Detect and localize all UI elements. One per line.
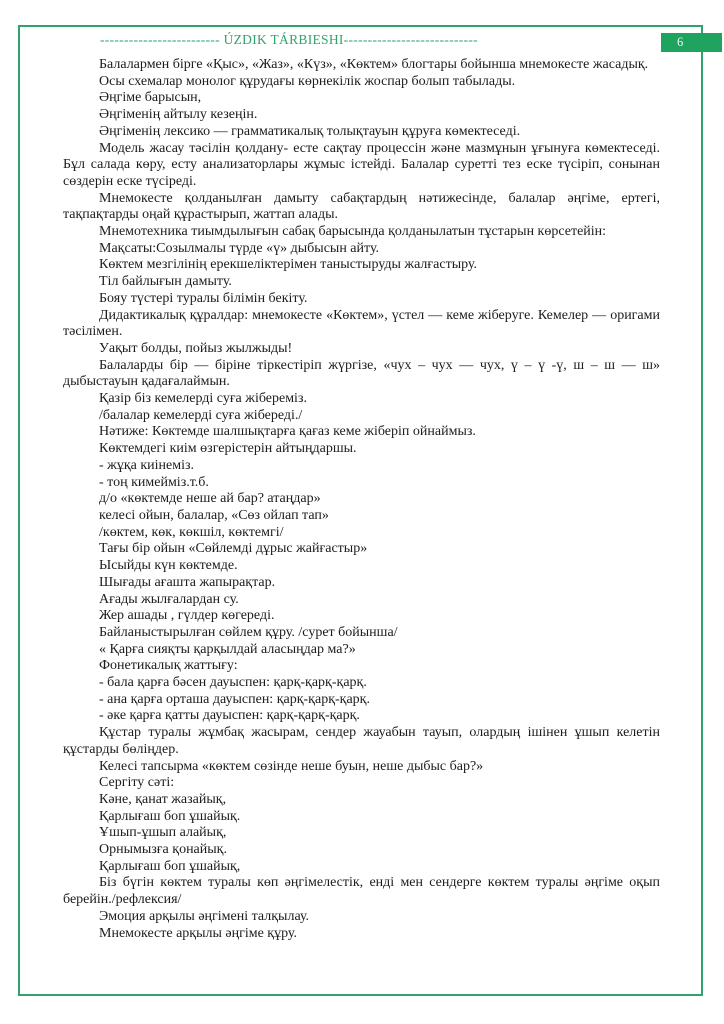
paragraph: Шығады ағашта жапырақтар. [99, 574, 276, 590]
paragraph: Біз бүгін көктем туралы көп әңгімелестік, енді мен сендерге көктем туралы әңгіме оқып берейін./рефлексия/ [63, 875, 660, 908]
paragraph: Әңгіменің лексико — грамматикалық толықтауын құруға көмектеседі. [99, 123, 521, 139]
paragraph: Байланыстырылған сөйлем құру. /сурет бойынша/ [99, 624, 398, 640]
paragraph: Дидактикалық құралдар: мнемокесте «Көктем», үстел — кеме жіберуге. Кемелер — оригами тәсілімен. [63, 307, 660, 340]
journal-title: ------------------------- ÚZDIK TÁRBIESHI---------------------------- [100, 32, 478, 47]
document-body [63, 57, 660, 942]
paragraph: Мнемокесте қолданылған дамыту сабақтардың нәтижесінде, балалар әңгіме, ертегі, тақпақтарды оңай құрастырып, жаттап алады. [63, 190, 660, 223]
paragraph: Балалармен бірге «Қыс», «Жаз», «Күз», «Көктем» блогтары бойынша мнемокесте жасадық. [99, 57, 649, 72]
paragraph: Қарлығаш боп ұшайық, [99, 858, 241, 874]
paragraph: Уақыт болды, пойыз жылжыды! [99, 340, 293, 356]
paragraph: Қарлығаш боп ұшайық. [99, 808, 241, 824]
paragraph: - бала қарға бәсен дауыспен: қарқ-қарқ-қарқ. [99, 675, 367, 691]
paragraph: Мнемотехника тиымдылығын сабақ барысында қолданылатын тұстарын көрсетейін: [99, 224, 607, 240]
paragraph: келесі ойын, балалар, «Сөз ойлап тап» [99, 507, 329, 523]
paragraph: Модель жасау тәсілін қолдану- есте сақтау процессін және мазмұнын ұғынуға көмектеседі. Бұл салада көру, есту анализаторлары жұмыс істейді. Балалар суретті тез еске түсіріп, сонынан сөздерін еске түсіреді. [63, 140, 660, 189]
paragraph: - тоң кимейміз.т.б. [99, 474, 209, 490]
paragraph: Көктемдегі киім өзгерістерін айтыңдаршы. [99, 441, 357, 457]
journal-header [100, 32, 500, 48]
paragraph: Тағы бір ойын «Сөйлемді дұрыс жайғастыр» [99, 541, 368, 557]
paragraph: Келесі тапсырма «көктем сөзінде неше буын, неше дыбыс бар?» [99, 758, 484, 774]
paragraph: Эмоция арқылы әңгімені талқылау. [99, 908, 310, 924]
paragraph: Ұшып-ұшып алайық, [99, 825, 227, 841]
paragraph: Мақсаты:Созылмалы түрде «ү» дыбысын айту. [99, 240, 380, 256]
paragraph: - әке қарға қатты дауыспен: қарқ-қарқ-қарқ. [99, 708, 360, 724]
paragraph: Көктем мезгілінің ерекшеліктерімен таныстыруды жалғастыру. [99, 257, 478, 273]
paragraph: - жұқа киінеміз. [99, 457, 195, 473]
paragraph: Сергіту сәті: [99, 775, 175, 791]
paragraph: Ағады жылғалардан су. [99, 591, 239, 607]
paragraph: Жер ашады , гүлдер көгереді. [99, 608, 275, 624]
paragraph: д/о «көктемде неше ай бар? атаңдар» [99, 491, 321, 507]
paragraph: Бояу түстері туралы білімін бекіту. [99, 290, 308, 306]
paragraph: Әңгіменің айтылу кезеңін. [99, 107, 258, 123]
paragraph: /балалар кемелерді суға жібереді./ [99, 407, 303, 423]
paragraph: Мнемокесте арқылы әңгіме құру. [99, 925, 298, 941]
paragraph: Кәне, қанат жазайық, [99, 791, 227, 807]
page-number-badge [661, 33, 722, 52]
paragraph: Балаларды бір — біріне тіркестіріп жүргізе, «чух – чух — чух, ү – ү -ү, ш – ш — ш» дыбыстауын қадағалаймын. [63, 357, 660, 390]
paragraph: /көктем, көк, көкшіл, көктемгі/ [99, 524, 284, 540]
paragraph: Осы схемалар монолог құрудағы көрнекілік жоспар болып табылады. [99, 73, 516, 89]
paragraph: Фонетикалық жаттығу: [99, 658, 238, 674]
paragraph: Тіл байлығын дамыту. [99, 274, 232, 290]
paragraph: Ысыйды күн көктемде. [99, 558, 238, 574]
paragraph: Құстар туралы жұмбақ жасырам, сендер жауабын тауып, олардың ішінен ұшып келетін құстарды бөліңдер. [63, 725, 660, 757]
paragraph: « Қарға сияқты қарқылдай аласыңдар ма?» [99, 641, 356, 657]
page-number: 6 [677, 35, 684, 49]
paragraph: - ана қарға орташа дауыспен: қарқ-қарқ-қарқ. [99, 691, 370, 707]
paragraph: Орнымызға қонайық. [99, 842, 227, 858]
paragraph: Қазір біз кемелерді суға жібереміз. [99, 391, 307, 407]
paragraph: Әңгіме барысын, [99, 90, 202, 106]
paragraph: Нәтиже: Көктемде шалшықтарға қағаз кеме жіберіп ойнаймыз. [99, 424, 476, 440]
